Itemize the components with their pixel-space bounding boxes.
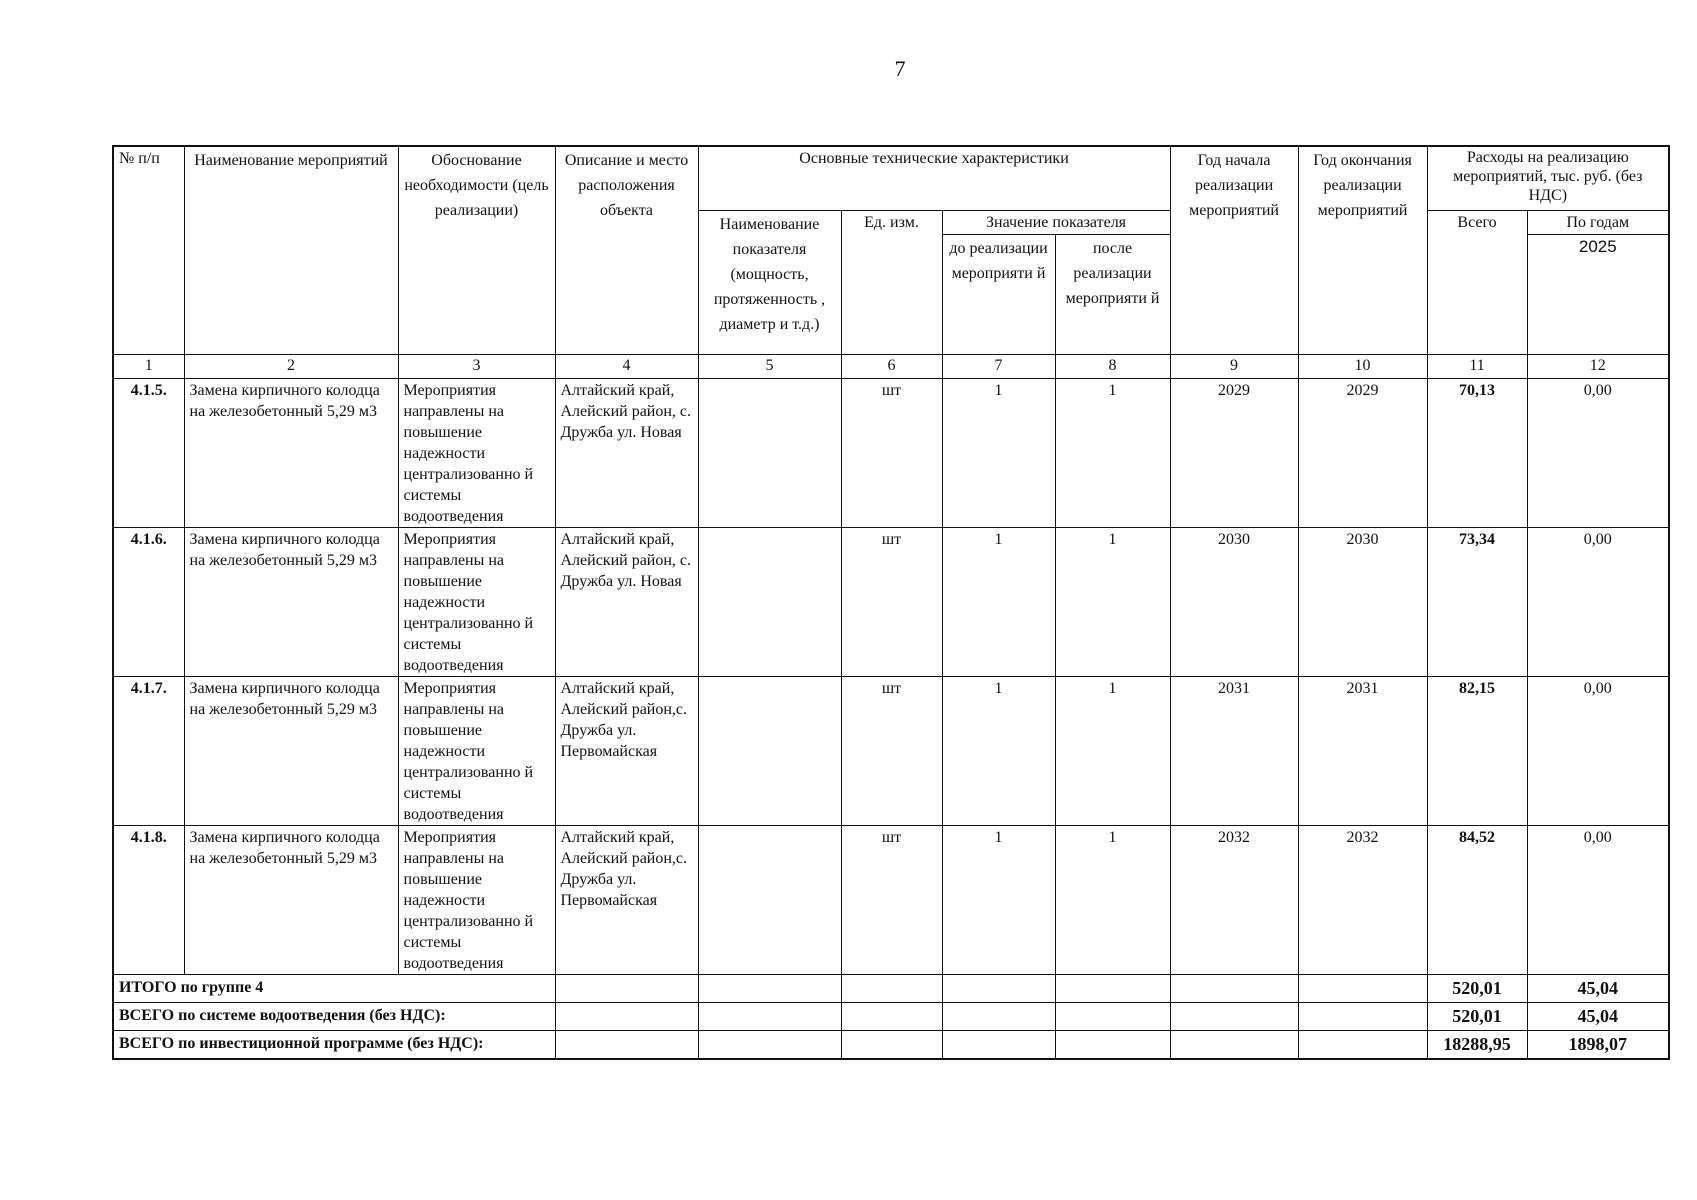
total-y2025: 45,04 — [1527, 975, 1669, 1003]
row-y2025: 0,00 — [1527, 528, 1669, 677]
row-num: 4.1.5. — [113, 379, 184, 528]
row-justification: Мероприятия направлены на повышение надежности централизованно й системы водоотведения — [398, 826, 555, 975]
empty-cell — [1170, 1031, 1298, 1060]
row-unit: шт — [841, 826, 942, 975]
row-total: 70,13 — [1427, 379, 1527, 528]
row-num: 4.1.6. — [113, 528, 184, 677]
total-sum: 520,01 — [1427, 1003, 1527, 1031]
row-indicator — [698, 677, 841, 826]
total-y2025: 45,04 — [1527, 1003, 1669, 1031]
row-description: Алтайский край, Алейский район, с. Дружба ул. Новая — [555, 528, 698, 677]
row-name: Замена кирпичного колодца на железобетонный 5,29 м3 — [184, 826, 398, 975]
column-numbers-row — [113, 355, 1669, 379]
header-cost-group: Расходы на реализацию мероприятий, тыс. руб. (без НДС) — [1427, 146, 1669, 211]
row-description: Алтайский край, Алейский район,с. Дружба ул. Первомайская — [555, 826, 698, 975]
total-row-group — [113, 975, 1669, 1003]
row-unit: шт — [841, 677, 942, 826]
row-num: 4.1.7. — [113, 677, 184, 826]
col-num-2: 2 — [184, 355, 398, 379]
row-value-after: 1 — [1055, 379, 1170, 528]
total-label: ВСЕГО по инвестиционной программе (без НДС): — [113, 1031, 555, 1060]
row-year-start: 2029 — [1170, 379, 1298, 528]
empty-cell — [1055, 1003, 1170, 1031]
empty-cell — [1170, 1003, 1298, 1031]
col-num-3: 3 — [398, 355, 555, 379]
investment-table — [112, 145, 1670, 1060]
header-description: Описание и место расположения объекта — [555, 146, 698, 355]
row-value-before: 1 — [942, 528, 1055, 677]
total-row-system — [113, 1003, 1669, 1031]
empty-cell — [698, 975, 841, 1003]
empty-cell — [555, 1003, 698, 1031]
row-value-after: 1 — [1055, 677, 1170, 826]
empty-cell — [1298, 1003, 1427, 1031]
header-year-end: Год окончания реализации мероприятий — [1298, 146, 1427, 355]
col-num-6: 6 — [841, 355, 942, 379]
row-year-end: 2030 — [1298, 528, 1427, 677]
header-tech-group: Основные технические характеристики — [698, 146, 1170, 211]
header-year-2025: 2025 — [1527, 235, 1669, 355]
row-year-end: 2031 — [1298, 677, 1427, 826]
row-name: Замена кирпичного колодца на железобетонный 5,29 м3 — [184, 677, 398, 826]
empty-cell — [698, 1031, 841, 1060]
row-total: 82,15 — [1427, 677, 1527, 826]
header-justification: Обоснование необходимости (цель реализации) — [398, 146, 555, 355]
total-label: ВСЕГО по системе водоотведения (без НДС): — [113, 1003, 555, 1031]
header-total: Всего — [1427, 211, 1527, 355]
row-y2025: 0,00 — [1527, 677, 1669, 826]
row-year-start: 2032 — [1170, 826, 1298, 975]
table-row — [113, 677, 1669, 826]
row-name: Замена кирпичного колодца на железобетонный 5,29 м3 — [184, 379, 398, 528]
header-name: Наименование мероприятий — [184, 146, 398, 355]
col-num-8: 8 — [1055, 355, 1170, 379]
empty-cell — [1298, 975, 1427, 1003]
row-value-after: 1 — [1055, 826, 1170, 975]
table-row — [113, 528, 1669, 677]
row-y2025: 0,00 — [1527, 379, 1669, 528]
col-num-1: 1 — [113, 355, 184, 379]
row-value-before: 1 — [942, 677, 1055, 826]
empty-cell — [841, 1031, 942, 1060]
header-row-1 — [113, 146, 1669, 211]
header-indicator-name: Наименование показателя (мощность, протяженность , диаметр и т.д.) — [698, 211, 841, 355]
row-y2025: 0,00 — [1527, 826, 1669, 975]
header-num: № п/п — [113, 146, 184, 355]
col-num-4: 4 — [555, 355, 698, 379]
header-by-years: По годам — [1527, 211, 1669, 235]
row-year-start: 2031 — [1170, 677, 1298, 826]
row-description: Алтайский край, Алейский район,с. Дружба ул. Первомайская — [555, 677, 698, 826]
row-total: 84,52 — [1427, 826, 1527, 975]
empty-cell — [698, 1003, 841, 1031]
header-value-group: Значение показателя — [942, 211, 1170, 235]
total-y2025: 1898,07 — [1527, 1031, 1669, 1060]
row-unit: шт — [841, 528, 942, 677]
empty-cell — [942, 975, 1055, 1003]
table-row — [113, 826, 1669, 975]
page-number: 7 — [894, 56, 906, 81]
header-value-before: до реализации мероприяти й — [942, 235, 1055, 355]
empty-cell — [1170, 975, 1298, 1003]
row-num: 4.1.8. — [113, 826, 184, 975]
row-indicator — [698, 379, 841, 528]
total-label: ИТОГО по группе 4 — [113, 975, 555, 1003]
row-year-end: 2032 — [1298, 826, 1427, 975]
empty-cell — [841, 975, 942, 1003]
empty-cell — [555, 975, 698, 1003]
row-value-before: 1 — [942, 379, 1055, 528]
header-unit: Ед. изм. — [841, 211, 942, 355]
col-num-10: 10 — [1298, 355, 1427, 379]
row-indicator — [698, 826, 841, 975]
col-num-12: 12 — [1527, 355, 1669, 379]
row-justification: Мероприятия направлены на повышение надежности централизованно й системы водоотведения — [398, 528, 555, 677]
empty-cell — [942, 1003, 1055, 1031]
row-total: 73,34 — [1427, 528, 1527, 677]
row-name: Замена кирпичного колодца на железобетонный 5,29 м3 — [184, 528, 398, 677]
row-description: Алтайский край, Алейский район, с. Дружба ул. Новая — [555, 379, 698, 528]
row-year-end: 2029 — [1298, 379, 1427, 528]
col-num-9: 9 — [1170, 355, 1298, 379]
row-indicator — [698, 528, 841, 677]
total-sum: 18288,95 — [1427, 1031, 1527, 1060]
empty-cell — [942, 1031, 1055, 1060]
empty-cell — [841, 1003, 942, 1031]
col-num-5: 5 — [698, 355, 841, 379]
col-num-11: 11 — [1427, 355, 1527, 379]
row-unit: шт — [841, 379, 942, 528]
col-num-7: 7 — [942, 355, 1055, 379]
empty-cell — [1055, 975, 1170, 1003]
empty-cell — [555, 1031, 698, 1060]
row-value-before: 1 — [942, 826, 1055, 975]
total-sum: 520,01 — [1427, 975, 1527, 1003]
row-justification: Мероприятия направлены на повышение надежности централизованно й системы водоотведения — [398, 677, 555, 826]
header-year-start: Год начала реализации мероприятий — [1170, 146, 1298, 355]
header-value-after: после реализации мероприяти й — [1055, 235, 1170, 355]
empty-cell — [1055, 1031, 1170, 1060]
empty-cell — [1298, 1031, 1427, 1060]
row-year-start: 2030 — [1170, 528, 1298, 677]
table-row — [113, 379, 1669, 528]
row-value-after: 1 — [1055, 528, 1170, 677]
row-justification: Мероприятия направлены на повышение надежности централизованно й системы водоотведения — [398, 379, 555, 528]
total-row-program — [113, 1031, 1669, 1060]
